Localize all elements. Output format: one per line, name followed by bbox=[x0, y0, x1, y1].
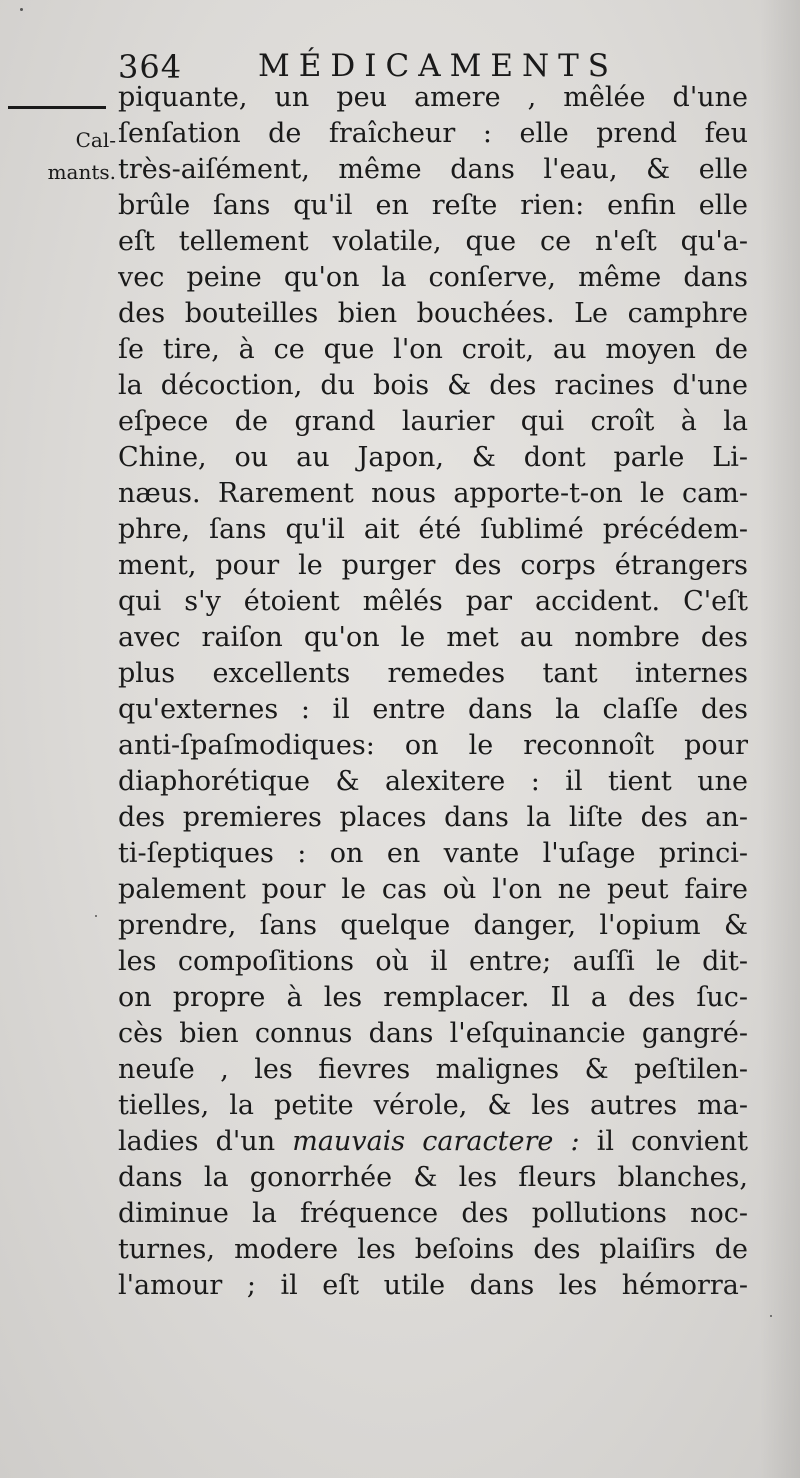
text-line: avec raiſon qu'on le met au nombre des bbox=[118, 622, 748, 653]
text-line: des bouteilles bien bouchées. Le camphre bbox=[118, 298, 748, 329]
margin-note bbox=[0, 124, 116, 188]
text-line: ſenſation de fraîcheur : elle prend feu bbox=[118, 118, 748, 149]
text-line: qui s'y étoient mêlés par accident. C'eſt bbox=[118, 586, 748, 617]
text-line: plus excellents remedes tant internes bbox=[118, 658, 748, 689]
text-line: næus. Rarement nous apporte-t-on le cam- bbox=[118, 478, 748, 509]
text-line: les compoſitions où il entre; auſſi le dit- bbox=[118, 946, 748, 977]
running-title: MÉDICAMENTS bbox=[258, 48, 618, 84]
text-line: des premieres places dans la liſte des an- bbox=[118, 802, 748, 833]
text-line: dans la gonorrhée & les fleurs blanches, bbox=[118, 1162, 748, 1193]
text-line: phre, ſans qu'il ait été ſublimé précédem- bbox=[118, 514, 748, 545]
section-dash bbox=[8, 106, 106, 109]
text-line: vec peine qu'on la conſerve, même dans bbox=[118, 262, 748, 293]
text-line: très-aiſément, même dans l'eau, & elle bbox=[118, 154, 748, 185]
margin-note-line: Cal- bbox=[75, 128, 116, 152]
page-edge-shadow bbox=[760, 0, 800, 1478]
text-segment: ladies d'un bbox=[118, 1126, 293, 1157]
text-line: piquante, un peu amere , mêlée d'une bbox=[118, 82, 748, 113]
text-line: tielles, la petite vérole, & les autres ma- bbox=[118, 1090, 748, 1121]
text-line: turnes, modere les beſoins des plaiſirs de bbox=[118, 1234, 748, 1265]
text-line: diminue la fréquence des pollutions noc- bbox=[118, 1198, 748, 1229]
text-line: palement pour le cas où l'on ne peut faire bbox=[118, 874, 748, 905]
body-text bbox=[118, 80, 748, 1304]
paper-speck bbox=[20, 8, 23, 11]
text-line: eſpece de grand laurier qui croît à la bbox=[118, 406, 748, 437]
text-line: la décoction, du bois & des racines d'une bbox=[118, 370, 748, 401]
text-line: l'amour ; il eſt utile dans les hémorra- bbox=[118, 1270, 748, 1301]
text-line: on propre à les remplacer. Il a des ſuc- bbox=[118, 982, 748, 1013]
page-number: 364 bbox=[118, 48, 183, 86]
text-line: prendre, ſans quelque danger, l'opium & bbox=[118, 910, 748, 941]
text-line: ti-ſeptiques : on en vante l'uſage princi- bbox=[118, 838, 748, 869]
paper-speck bbox=[770, 1315, 772, 1317]
text-line: diaphorétique & alexitere : il tient une bbox=[118, 766, 748, 797]
italic-phrase: mauvais caractere : bbox=[292, 1126, 580, 1157]
text-line: Chine, ou au Japon, & dont parle Li- bbox=[118, 442, 748, 473]
text-line: cès bien connus dans l'eſquinancie gangré- bbox=[118, 1018, 748, 1049]
text-line: anti-ſpaſmodiques: on le reconnoît pour bbox=[118, 730, 748, 761]
text-line-with-italic bbox=[118, 1124, 748, 1160]
paper-speck bbox=[95, 915, 97, 917]
margin-note-line: mants. bbox=[47, 160, 116, 184]
text-line: ment, pour le purger des corps étrangers bbox=[118, 550, 748, 581]
text-segment: il convient bbox=[579, 1126, 748, 1157]
text-line: eſt tellement volatile, que ce n'eſt qu'a- bbox=[118, 226, 748, 257]
text-line: neuſe , les fievres malignes & peſtilen- bbox=[118, 1054, 748, 1085]
text-line: brûle ſans qu'il en reſte rien: enfin elle bbox=[118, 190, 748, 221]
text-line: ſe tire, à ce que l'on croit, au moyen de bbox=[118, 334, 748, 365]
text-line: qu'externes : il entre dans la claſſe des bbox=[118, 694, 748, 725]
